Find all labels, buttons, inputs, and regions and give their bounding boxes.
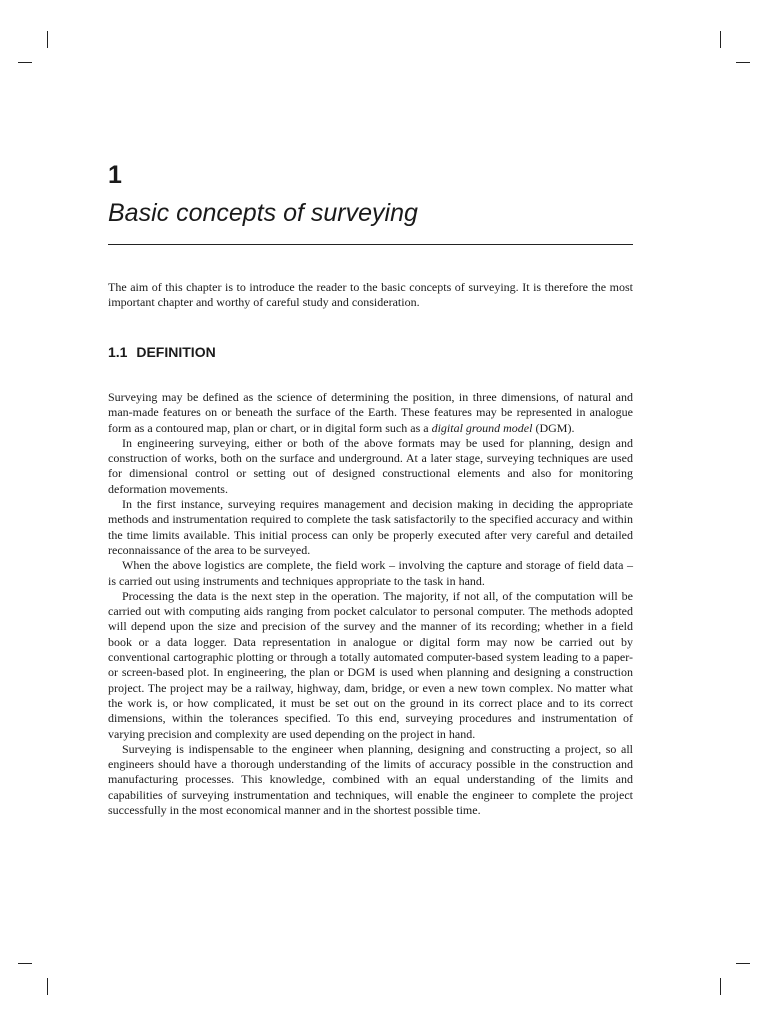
paragraph-text: Surveying may be defined as the science of determining the position, in three dimensions, of natural and man-made features on or beneath the surface of the Earth. These features may be represented in analogue form as a contoured map, plan or chart, or in digital form such as a <box>108 390 633 435</box>
crop-mark-top-right-horizontal <box>736 62 750 63</box>
section-title: DEFINITION <box>136 344 216 360</box>
crop-mark-bottom-left-vertical <box>47 978 48 995</box>
paragraph-text: (DGM). <box>532 420 575 435</box>
crop-mark-top-right-vertical <box>720 31 721 48</box>
emphasis-term: digital ground model <box>431 420 533 435</box>
crop-mark-bottom-right-horizontal <box>736 963 750 964</box>
section-number: 1.1 <box>108 344 128 360</box>
title-divider <box>108 244 633 245</box>
crop-mark-top-left-vertical <box>47 31 48 48</box>
body-paragraph: When the above logistics are complete, the field work – involving the capture and storage of field data – is carried out using instruments and techniques appropriate to the task in hand. <box>108 558 633 588</box>
chapter-intro: The aim of this chapter is to introduce the reader to the basic concepts of surveying. It is therefore the most important chapter and worthy of careful study and consideration. <box>108 280 633 310</box>
body-paragraph: In the first instance, surveying requires management and decision making in deciding the appropriate methods and instrumentation required to complete the task satisfactorily to the specified accuracy and within the time limits available. This initial process can only be properly executed after very careful and detailed reconnaissance of the area to be surveyed. <box>108 497 633 557</box>
crop-mark-top-left-horizontal <box>18 62 32 63</box>
chapter-title: Basic concepts of surveying <box>108 199 418 227</box>
body-paragraph: Surveying is indispensable to the engineer when planning, designing and constructing a project, so all engineers should have a thorough understanding of the limits of accuracy possible in the construction and manufacturing processes. This knowledge, combined with an equal understanding of the limits and capabilities of surveying instrumentation and techniques, will enable the engineer to complete the project successfully in the most economical manner and in the shortest possible time. <box>108 741 633 818</box>
body-paragraph: Processing the data is the next step in the operation. The majority, if not all, of the computation will be carried out with computing aids ranging from pocket calculator to personal computer. The methods adopted will depend upon the size and precision of the survey and the manner of its recording; whether in a field book or a data logger. Data representation in analogue or digital form may now be carried out by conventional cartographic plotting or through a totally automated computer-based system leading to a paper- or screen-based plot. In engineering, the plan or DGM is used when planning and designing a construction project. The project may be a railway, highway, dam, bridge, or even a new town complex. No matter what the work is, or how complicated, it must be set out on the ground in its correct place and to its correct dimensions, within the tolerances specified. To this end, surveying procedures and instrumentation of varying precision and complexity are used depending on the project in hand. <box>108 588 633 741</box>
chapter-number: 1 <box>108 161 122 189</box>
body-paragraph <box>108 390 633 436</box>
section-body <box>108 390 633 818</box>
section-heading <box>108 343 216 361</box>
crop-mark-bottom-right-vertical <box>720 978 721 995</box>
body-paragraph: In engineering surveying, either or both of the above formats may be used for planning, design and construction of works, both on the surface and underground. At a later stage, surveying techniques are used for dimensional control or setting out of designed constructional elements and also for monitoring deformation movements. <box>108 435 633 496</box>
crop-mark-bottom-left-horizontal <box>18 963 32 964</box>
